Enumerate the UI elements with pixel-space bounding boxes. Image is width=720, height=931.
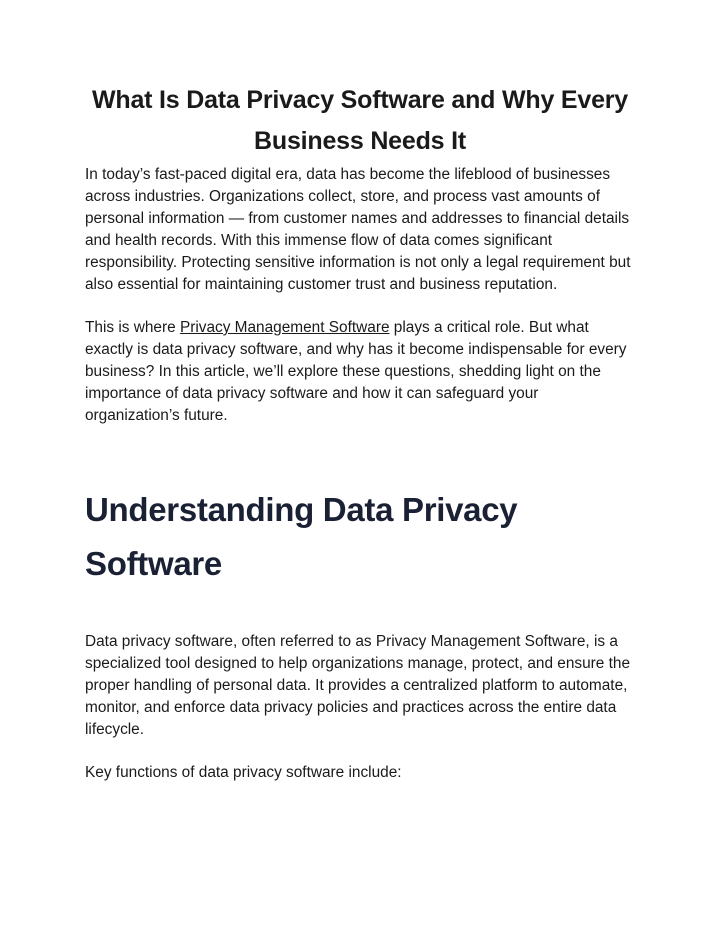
article-title: What Is Data Privacy Software and Why Every Business Needs It xyxy=(91,86,629,155)
section-paragraph: Data privacy software, often referred to as Privacy Management Software, is a specialized tool designed to help organizations manage, protect, and ensure the proper handling of personal data. It provides a centralized platform to automate, monitor, and enforce data privacy policies and practices across the entire data lifecycle. xyxy=(85,633,631,738)
list-intro: Key functions of data privacy software include: xyxy=(85,764,402,781)
privacy-management-software-link[interactable]: Privacy Management Software xyxy=(179,319,390,336)
second-paragraph-lead: This is where xyxy=(85,319,180,336)
second-paragraph xyxy=(85,317,635,427)
intro-paragraph: In today’s fast-paced digital era, data has become the lifeblood of businesses across industries. Organizations collect, store, and process vast amounts of personal information — from customer names and addresses to financial details and health records. With this immense flow of data comes significant responsibility. Protecting sensitive information is not only a legal requirement but also essential for maintaining customer trust and business reputation. xyxy=(85,166,631,293)
second-paragraph-rest: plays a critical role. But what exactly is data privacy software, and why has it become indispensable for every business? In this article, we’ll explore these questions, shedding light on the importance of data privacy software and how it can safeguard your organization’s future. xyxy=(85,319,627,424)
section-heading: Understanding Data Privacy Software xyxy=(85,491,518,582)
